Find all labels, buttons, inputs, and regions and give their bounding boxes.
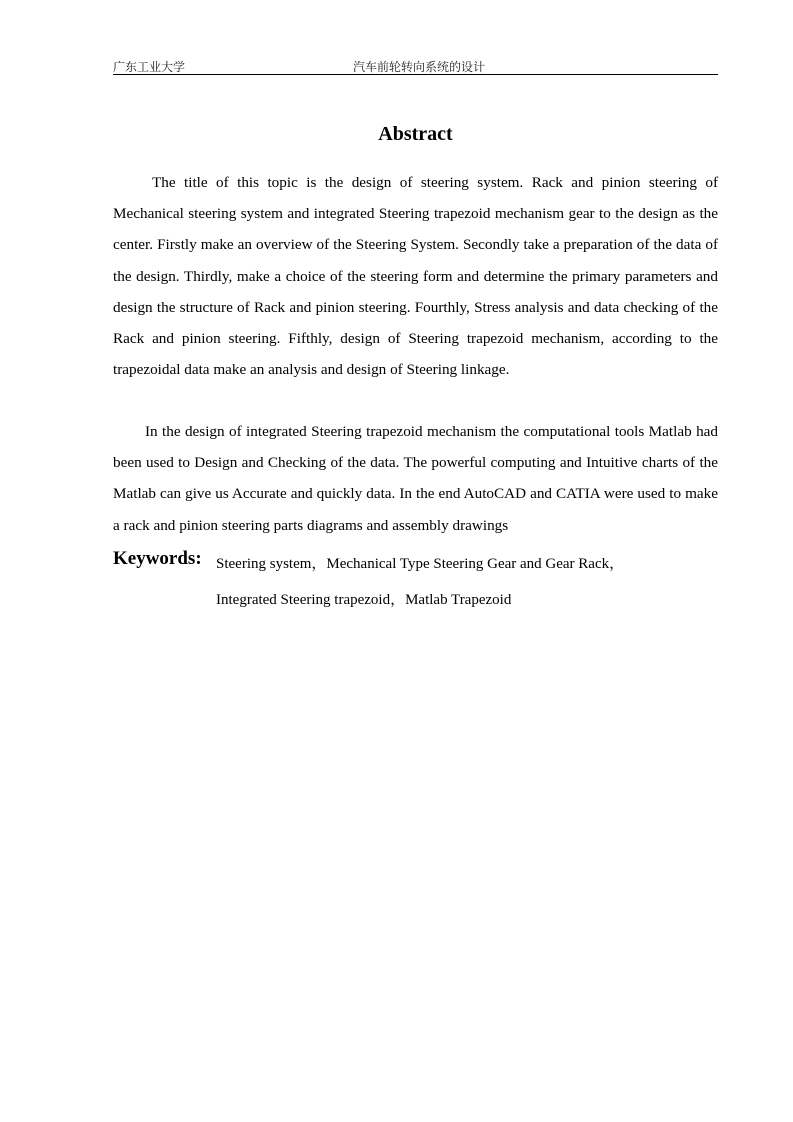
- abstract-title: Abstract: [378, 123, 453, 145]
- keywords-line-1: Steering system，Mechanical Type Steering Gear and Gear Rack，: [216, 556, 625, 572]
- keywords-line-2: Integrated Steering trapezoid，Matlab Trapezoid: [216, 592, 512, 608]
- abstract-paragraph-2: In the design of integrated Steering trapezoid mechanism the computational tools Matlab had been used to Design and Checking of the data. The powerful computing and Intuitive charts of the Matlab can give us Accurate and quickly data. In the end AutoCAD and CATIA were used to make a rack and pinion steering parts diagrams and assembly drawings: [113, 423, 718, 534]
- header-university: 广东工业大学: [113, 60, 186, 74]
- keywords-label: Keywords:: [113, 548, 202, 569]
- abstract-paragraph-1: The title of this topic is the design of steering system. Rack and pinion steering of Mechanical steering system and integrated Steering trapezoid mechanism gear to the design as the center. Firstly make an overview of the Steering System. Secondly take a preparation of the data of the design. Thirdly, make a choice of the steering form and determine the primary parameters and design the structure of Rack and pinion steering. Fourthly, Stress analysis and data checking of the Rack and pinion steering. Fifthly, design of Steering trapezoid mechanism, according to the trapezoidal data make an analysis and design of Steering linkage.: [113, 174, 718, 379]
- page-header: [113, 57, 718, 75]
- header-thesis-title: 汽车前轮转向系统的设计: [353, 60, 486, 74]
